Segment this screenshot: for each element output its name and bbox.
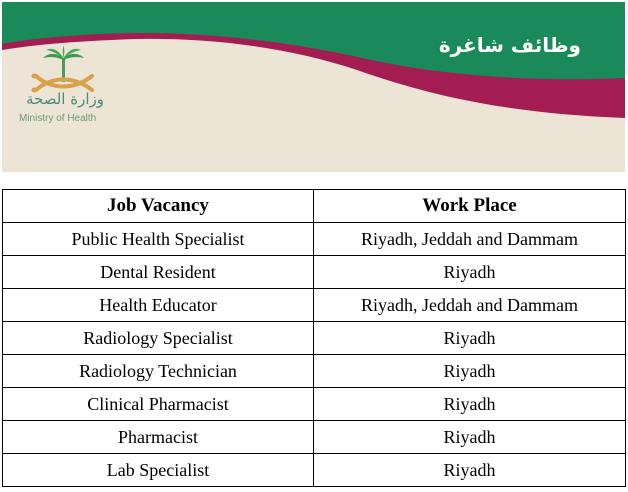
- job-vacancy-cell: Dental Resident: [3, 256, 314, 289]
- table-row: [3, 223, 626, 256]
- work-place-cell: Riyadh, Jeddah and Dammam: [314, 223, 626, 256]
- work-place-cell: Riyadh: [314, 388, 626, 421]
- header-job-vacancy: Job Vacancy: [3, 190, 314, 223]
- table-row: [3, 256, 626, 289]
- work-place-cell: Riyadh: [314, 256, 626, 289]
- table-row: [3, 421, 626, 454]
- table-header-row: [3, 190, 626, 223]
- logo-english-name: Ministry of Health: [19, 113, 97, 124]
- job-vacancy-cell: Health Educator: [3, 289, 314, 322]
- vacancies-table: [2, 189, 626, 487]
- table-row: [3, 322, 626, 355]
- logo-arabic-name: وزارة الصحة: [26, 90, 104, 108]
- table-row: [3, 454, 626, 487]
- job-vacancy-cell: Clinical Pharmacist: [3, 388, 314, 421]
- work-place-cell: Riyadh: [314, 322, 626, 355]
- header-work-place: Work Place: [314, 190, 626, 223]
- banner-title: وظائف شاغرة: [438, 33, 581, 57]
- work-place-cell: Riyadh: [314, 355, 626, 388]
- table-row: [3, 388, 626, 421]
- work-place-cell: Riyadh: [314, 454, 626, 487]
- work-place-cell: Riyadh, Jeddah and Dammam: [314, 289, 626, 322]
- table-row: [3, 355, 626, 388]
- job-vacancy-cell: Radiology Technician: [3, 355, 314, 388]
- table-row: [3, 289, 626, 322]
- job-vacancy-cell: Lab Specialist: [3, 454, 314, 487]
- work-place-cell: Riyadh: [314, 421, 626, 454]
- job-vacancy-cell: Radiology Specialist: [3, 322, 314, 355]
- job-vacancy-cell: Public Health Specialist: [3, 223, 314, 256]
- job-vacancy-cell: Pharmacist: [3, 421, 314, 454]
